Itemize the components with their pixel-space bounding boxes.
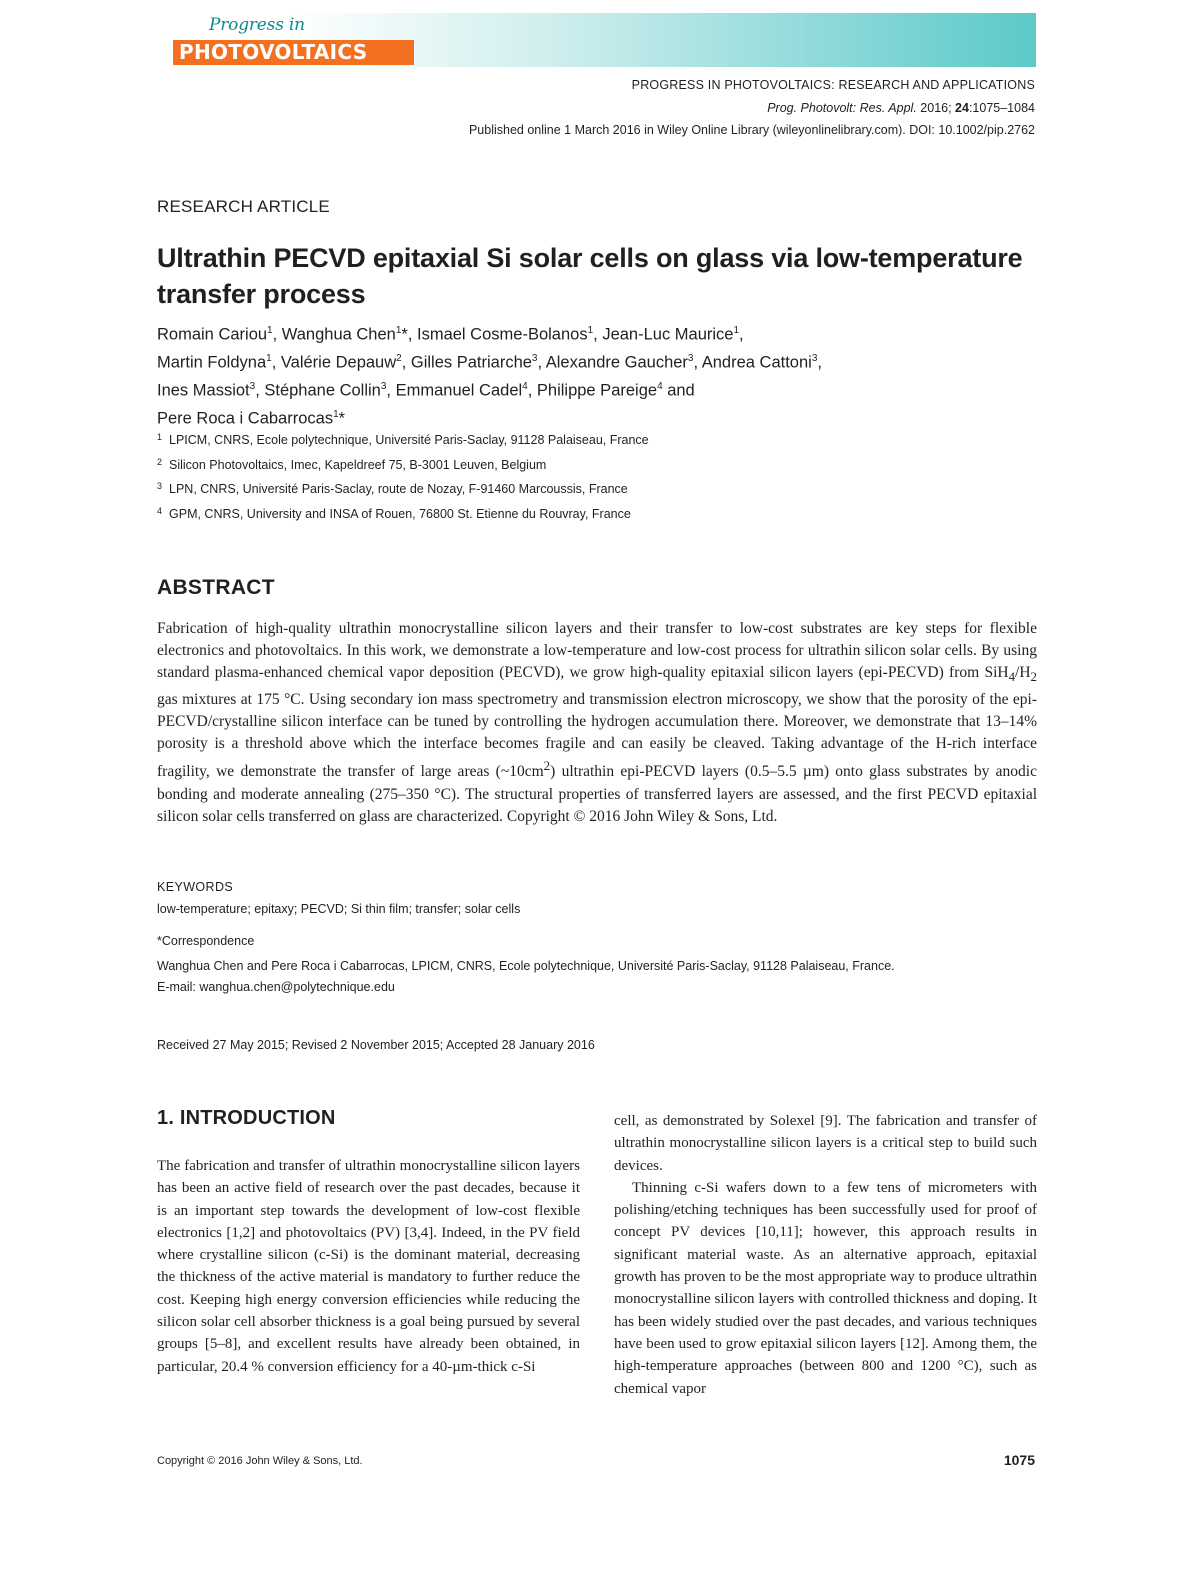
author-name: Andrea Cattoni xyxy=(701,353,812,372)
affiliation-item xyxy=(157,452,649,477)
author-separator: , xyxy=(255,381,265,400)
article-dates: Received 27 May 2015; Revised 2 November 2015; Accepted 28 January 2016 xyxy=(157,1038,595,1052)
publication-info: Published online 1 March 2016 in Wiley Online Library (wileyonlinelibrary.com). DOI: 10.1002/pip.2762 xyxy=(468,123,1035,137)
author-name: Pere Roca i Cabarrocas xyxy=(157,409,334,428)
author-affiliation-mark: 1 xyxy=(733,325,740,336)
author-separator: , xyxy=(271,353,281,372)
correspondence-address: Wanghua Chen and Pere Roca i Cabarrocas, LPICM, CNRS, Ecole polytechnique, Université Paris-Saclay, 91128 Palaiseau, France. xyxy=(157,959,895,973)
affiliation-number: 3 xyxy=(157,481,163,491)
affiliation-list xyxy=(157,427,649,525)
affiliation-number: 2 xyxy=(157,456,163,467)
citation-pages: :1075–1084 xyxy=(968,101,1035,115)
abstract-part: Fabrication of high-quality ultrathin monocrystalline silicon layers and their transfer to low-cost substrates are key steps for flexible electronics and photovoltaics. In this work, we demonstrate a low-temperature and low-cost process for ultrathin silicon solar cells. By using standard plasma-enhanced chemical vapor deposition (PECVD), we grow high-quality epitaxial silicon layers (epi-PECVD) from SiH xyxy=(157,620,1037,682)
introduction-heading: 1. INTRODUCTION xyxy=(157,1107,336,1129)
keywords-text: low-temperature; epitaxy; PECVD; Si thin film; transfer; solar cells xyxy=(157,902,521,916)
abstract-superscript: 2 xyxy=(543,758,551,774)
intro-right-column xyxy=(614,1110,1037,1400)
journal-abbrev: Prog. Photovolt: Res. Appl. xyxy=(767,101,917,115)
author-affiliation-mark: 1 xyxy=(266,353,272,364)
author-name: Wanghua Chen xyxy=(281,325,396,344)
author-separator: , xyxy=(739,325,744,344)
abstract-text xyxy=(157,618,1037,828)
citation-line xyxy=(767,101,1035,115)
keywords-heading: KEYWORDS xyxy=(157,880,234,894)
abstract-part: gas mixtures at 175 °C. Using secondary ion mass spectrometry and transmission electron microscopy, we show that the porosity of the epi-PECVD/crystalline silicon interface can be tuned by controlling the hydrogen accumulation there. Moreover, we demonstrate that 13–14% porosity is a threshold above which the interface becomes fragile and can easily be cleaved. Taking advantage of the H-rich interface fragility, we demonstrate the transfer of large areas (~10cm xyxy=(157,690,1037,781)
intro-paragraph: cell, as demonstrated by Solexel [9]. The fabrication and transfer of ultrathin monocrystalline silicon layers is a critical step to build such devices. xyxy=(614,1113,1037,1174)
abstract-heading: ABSTRACT xyxy=(157,576,275,599)
abstract-part: ) ultrathin epi-PECVD layers (0.5–5.5 µm) onto glass substrates by anodic bonding and moderate annealing (275–350 °C). The structural properties of transferred layers are assessed, and the first PECVD epitaxial silicon solar cells transferred on glass are characterized. Copyright © 2016 John Wiley & Sons, Ltd. xyxy=(157,763,1037,825)
journal-banner xyxy=(157,13,1036,67)
affiliation-text: LPN, CNRS, Université Paris-Saclay, route de Nozay, F-91460 Marcoussis, France xyxy=(169,482,628,496)
author-name: Martin Foldyna xyxy=(157,353,267,372)
author-name: Philippe Pareige xyxy=(536,381,658,400)
author-list xyxy=(157,319,1037,431)
author-affiliation-mark: 1 xyxy=(267,325,273,336)
intro-paragraph: Thinning c-Si wafers down to a few tens of micrometers with polishing/etching techniques has been successfully used for proof of concept PV devices [10,11]; however, this approach results in significant material waste. As an alternative approach, epitaxial growth has proven to be the most appropriate way to produce ultrathin monocrystalline silicon layers with controlled thickness and doping. It has been widely studied over the past decades, and various techniques have been used to grow epitaxial silicon layers [12]. Among them, the high-temperature approaches (between 800 and 1200 °C), such as chemical vapor xyxy=(614,1179,1037,1397)
footer-copyright: Copyright © 2016 John Wiley & Sons, Ltd. xyxy=(157,1455,363,1467)
author-affiliation-mark: 4 xyxy=(657,381,663,392)
affiliation-number: 1 xyxy=(157,432,163,442)
affiliation-number: 4 xyxy=(157,505,163,516)
banner-top-text: Progress in xyxy=(209,15,305,35)
author-separator: , xyxy=(693,353,702,372)
author-affiliation-mark: 3 xyxy=(531,353,538,364)
affiliation-item xyxy=(157,501,649,526)
author-separator: , xyxy=(527,381,537,400)
author-separator: , xyxy=(593,325,603,344)
affiliation-text: GPM, CNRS, University and INSA of Rouen, 76800 St. Etienne du Rouvray, France xyxy=(169,506,631,521)
author-name: Romain Cariou xyxy=(157,325,268,344)
author-affiliation-mark: 3 xyxy=(811,353,818,364)
author-separator: , xyxy=(401,353,411,372)
citation-volume: 24 xyxy=(955,101,969,115)
article-type: RESEARCH ARTICLE xyxy=(157,197,330,216)
intro-left-column: The fabrication and transfer of ultrathin monocrystalline silicon layers has been an active field of research over the past decades, because it is an important step towards the development of low-cost flexible electronics [1,2] and photovoltaics (PV) [3,4]. Indeed, in the PV field where crystalline silicon (c-Si) is the dominant material, decreasing the thickness of the active material is mandatory to further reduce the cost. Keeping high energy conversion efficiencies while reducing the silicon solar cell absorber thickness is a goal being pursued by several groups [5–8], and excellent results have already been obtained, in particular, 20.4 % conversion efficiency for a 40-µm-thick c-Si xyxy=(157,1158,580,1375)
author-name: Alexandre Gaucher xyxy=(545,353,688,372)
author-name: Ismael Cosme-Bolanos xyxy=(417,325,588,344)
author-affiliation-mark: 3 xyxy=(687,353,694,364)
author-affiliation-mark: 3 xyxy=(380,381,387,392)
correspondence-heading: *Correspondence xyxy=(157,934,255,948)
author-separator: , xyxy=(407,325,417,344)
author-affiliation-mark: 3 xyxy=(249,381,256,392)
page-number: 1075 xyxy=(1003,1452,1035,1468)
author-name: Gilles Patriarche xyxy=(410,353,532,372)
abstract-subscript: 2 xyxy=(1030,669,1037,685)
journal-name: PROGRESS IN PHOTOVOLTAICS: RESEARCH AND APPLICATIONS xyxy=(631,78,1035,92)
author-affiliation-mark: 4 xyxy=(522,381,528,392)
author-affiliation-mark: 1 xyxy=(587,325,594,336)
author-affiliation-mark: 2 xyxy=(396,353,402,364)
author-separator: , xyxy=(537,353,546,372)
author-name: Jean-Luc Maurice xyxy=(602,325,734,344)
author-separator: , xyxy=(817,353,822,372)
affiliation-text: Silicon Photovoltaics, Imec, Kapeldreef 75, B-3001 Leuven, Belgium xyxy=(169,457,547,472)
author-name: Valérie Depauw xyxy=(280,353,397,372)
corresponding-mark: * xyxy=(338,409,346,428)
corresponding-mark: * xyxy=(401,325,408,344)
affiliation-item xyxy=(157,476,649,501)
affiliation-item xyxy=(157,427,649,452)
abstract-part: /H xyxy=(1015,664,1031,682)
author-affiliation-mark: 1 xyxy=(395,325,402,336)
author-affiliation-mark: 1 xyxy=(333,409,339,420)
citation-year: 2016; xyxy=(916,101,956,115)
correspondence-text xyxy=(157,956,895,998)
article-title: Ultrathin PECVD epitaxial Si solar cells on glass via low-temperature transfer process xyxy=(157,243,1023,309)
banner-main-text: PHOTOVOLTAICS xyxy=(173,40,414,65)
author-name: Ines Massiot xyxy=(157,381,250,400)
correspondence-email[interactable]: E-mail: wanghua.chen@polytechnique.edu xyxy=(157,980,395,994)
author-separator: , xyxy=(272,325,282,344)
author-name: Stéphane Collin xyxy=(264,381,381,400)
abstract-subscript: 4 xyxy=(1008,669,1016,685)
author-separator: and xyxy=(662,381,695,400)
affiliation-text: LPICM, CNRS, Ecole polytechnique, Université Paris-Saclay, 91128 Palaiseau, France xyxy=(169,433,649,447)
author-name: Emmanuel Cadel xyxy=(395,381,523,400)
author-separator: , xyxy=(386,381,396,400)
